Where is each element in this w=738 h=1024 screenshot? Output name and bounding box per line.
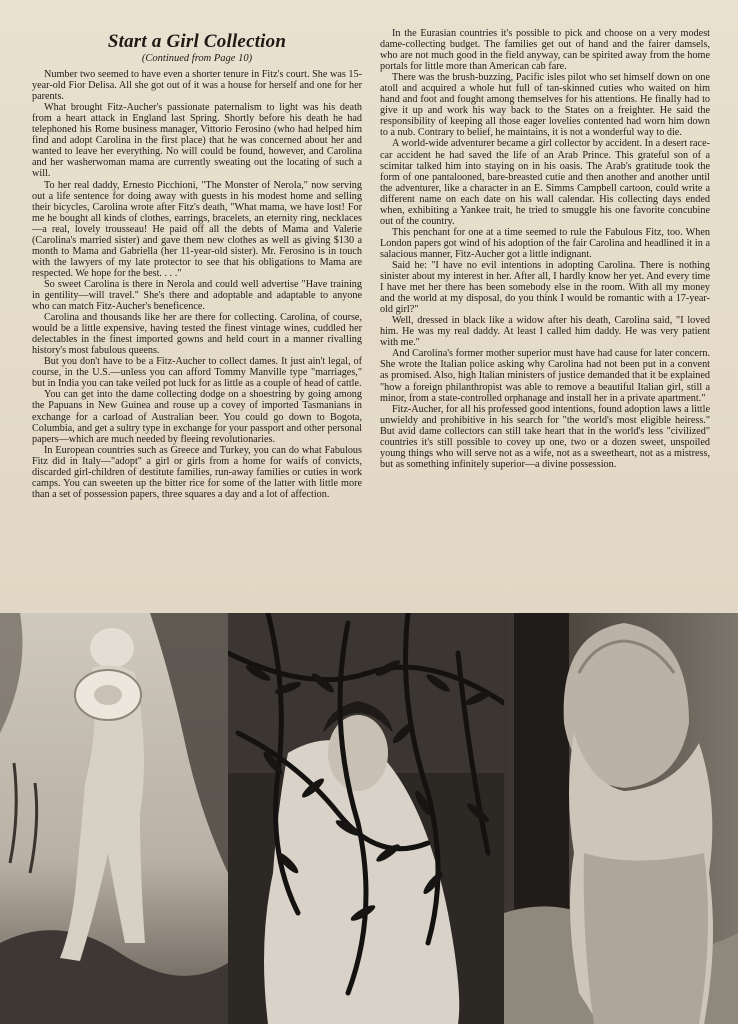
paragraph: In European countries such as Greece and Turkey, you can do what Fabulous Fitz did in Italy—"adopt" a girl or girls from a home for waifs of convicts, discarded girl-children of destitute families, run-away families or cuties in work camps. You can sweeten up the bitter rice for some of the latter with little more than a set of possession papers, three squares a day and a lot of affection. [32, 444, 362, 500]
paragraph: A world-wide adventurer became a girl collector by accident. In a desert race-car accident he had saved the life of an Arab Prince. This grateful son of a scimitar talked him into staying on in his oasis. The Arab's gratitude took the form of one pantalooned, bare-breasted cutie and then another and another until the adventurer, like a character in an E. Simms Campbell cartoon, could write a different name on each date on his wall calendar. His collecting days ended when, exhibiting a Yankee trait, he tried to smuggle his one favorite concubine out of the country. [380, 138, 710, 227]
left-column [32, 26, 362, 500]
paragraph: But you don't have to be a Fitz-Aucher to collect dames. It just ain't legal, of course, in the U.S.—unless you can afford Tommy Manville type "marriages," but in India you can take veiled pot luck for as little as a couple of head of cattle. [32, 356, 362, 390]
photo-strip [0, 613, 738, 1024]
paragraph: Well, dressed in black like a widow after his death, Carolina said, "I loved him. He was my real daddy. At least I called him daddy. He was very patient with me." [380, 315, 710, 349]
paragraph: This penchant for one at a time seemed to rule the Fabulous Fitz, too. When London papers got wind of his adoption of the fair Carolina and headlined it in a salacious manner, Fitz-Aucher got a little indignant. [380, 226, 710, 260]
paragraph: Number two seemed to have even a shorter tenure in Fitz's court. She was 15-year-old Fior Delisa. All she got out of it was a house for herself and one for her parents. [32, 69, 362, 103]
right-column [380, 28, 710, 470]
paragraph: Fitz-Aucher, for all his professed good intentions, found adoption laws a little unwieldy and prohibitive in his search for "the world's most eligible heiress." But avid dame collectors can still take heart that in the world's less "civilized" countries it's still possible to covey up one, two or a dozen sweet, unspoiled young things who will serve not as a wife, not as a sweetheart, not as a mistress, but as something infinitely superior—a divine possession. [380, 403, 710, 470]
article-subtitle: (Continued from Page 10) [141, 53, 253, 64]
paragraph: In the Eurasian countries it's possible to pick and choose on a very modest dame-collecting budget. The families get out of hand and the fairer damsels, who are not much good in the field anyway, can be spirited away from the home portals for little more than American cab fare. [380, 28, 710, 73]
paragraph: You can get into the dame collecting dodge on a shoestring by going among the Papuans in New Guinea and rouse up a covey of imported Tasmanians in exchange for a carload of Australian beer. You could go down to Bogota, Columbia, and get a sultry type in exchange for your passport and other personal papers—which are much needed by fleeing revolutionaries. [32, 389, 362, 445]
paragraph: So sweet Carolina is there in Nerola and could well advertise "Have training in gentility—will travel." She's there and adoptable and adaptable to anyone who can match Fitz-Aucher's beneficence. [32, 278, 362, 313]
paragraph: There was the brush-buzzing, Pacific isles pilot who set himself down on one atoll and acquired a whole hut full of tan-skinned cuties who waited on him hand and foot and fought among themselves for his attentions. He finally had to give it up and work his way back to the States on a freighter. He said the responsibility of keeping all those eager lovelies contented had worn him down to a nub. Contrary to belief, he maintains, it is not a wonderful way to die. [380, 72, 710, 139]
photo-woman-from-behind [504, 613, 738, 1024]
photo-woman-with-hat [0, 613, 228, 1024]
paragraph: To her real daddy, Ernesto Picchioni, "The Monster of Nerola," now serving out a life sentence for doing away with guests in his modest home and selling their bicycles, Carolina wrote after Fitz's death, "What mama, we have lost! For me he bought all kinds of clothes, earrings, bracelets, an eternity ring, necklaces—a real, lovely trousseau! He paid off all the debts of Mama and Valerie (Carolina's married sister) and gave them new clothes as well as giving $130 a month to Mama and Gabriella (her 11-year-old sister). Mr. Ferosino is in touch with the lawyers of my late protector to see that his obligations to Mama are respected. We hope for the best. . . ." [32, 179, 362, 279]
paragraph: What brought Fitz-Aucher's passionate paternalism to light was his death from a heart attack in England last Spring. Shortly before his death he had telephoned his Rome business manager, Vittorio Ferosino (who had helped him find and adopt Carolina in the first place) that he was concerned about her and wanted to leave her everything. No will could be found, however, and Carolina and her washerwoman mama are currently sweating out the locating of such a will. [32, 102, 362, 180]
photo-woman-behind-leaves [228, 613, 504, 1024]
paragraph: Said he: "I have no evil intentions in adopting Carolina. There is nothing sinister about my interest in her. After all, I hardly know her yet. And every time I have met her there has been somebody else in the room. With all my money and the world at my disposal, do you think I would be romantic with a 17-year-old girl?" [380, 259, 710, 316]
paragraph: And Carolina's former mother superior must have had cause for later concern. She wrote the Italian police asking why Carolina had not been put in a convent as promised. Also, high Italian ministers of justice demanded that it be explained "how a foreign philanthropist was able to remove a beautiful Italian girl, still a minor, from a state-controlled orphanage and install her in a private apartment." [380, 348, 710, 404]
article-title: Start a Girl Collection [107, 31, 287, 52]
paragraph: Carolina and thousands like her are there for collecting. Carolina, of course, would be a little expensive, having tested the finest vintage wines, cuddled her delectables in the finest imported gowns and held court in a manner rivalling history's most fabulous queens. [32, 312, 362, 357]
